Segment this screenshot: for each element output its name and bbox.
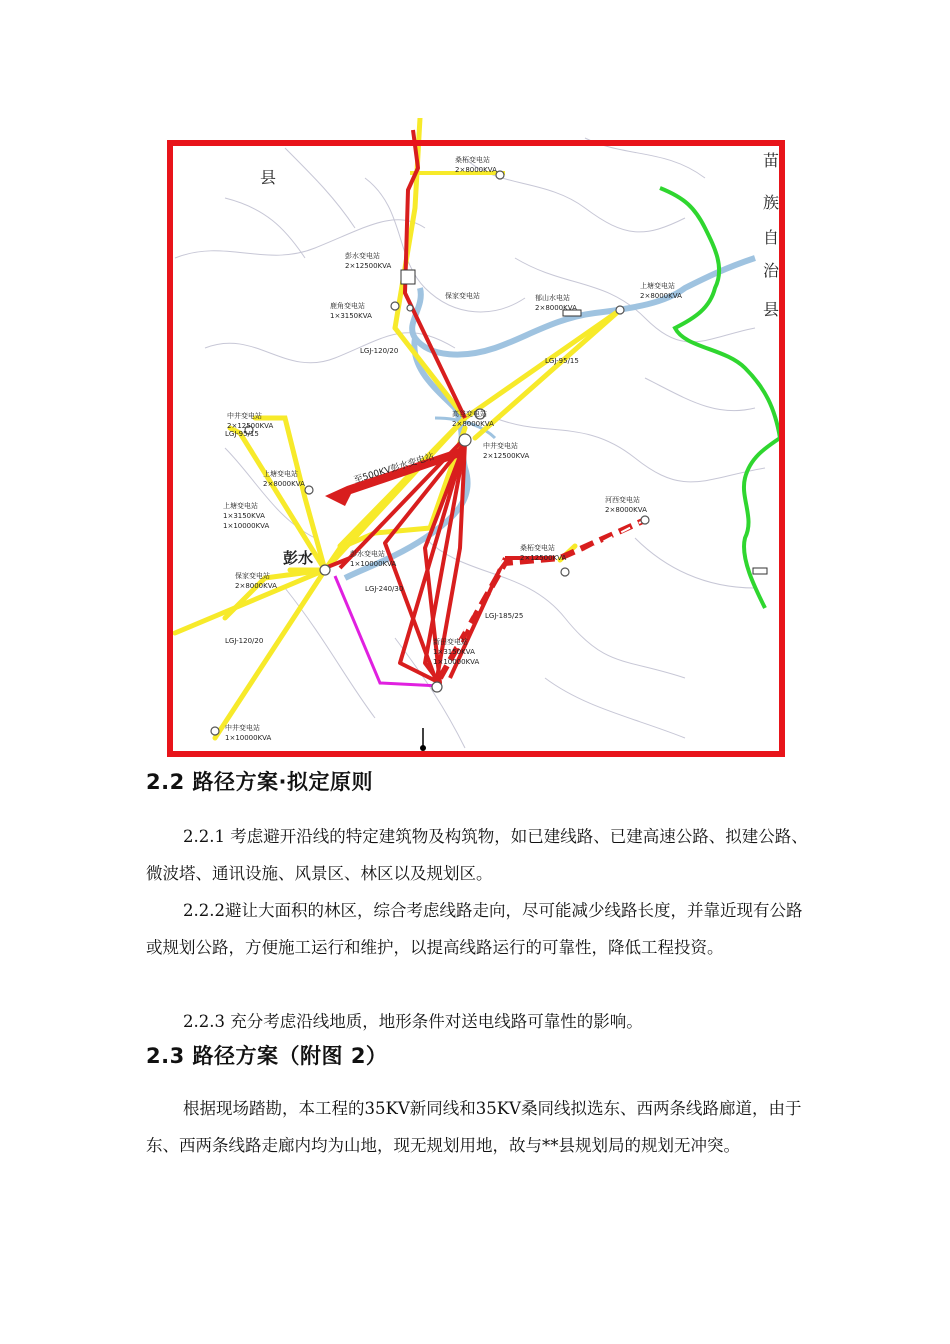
label-cap-b: 2×12500KVA xyxy=(345,262,392,270)
label-station-d: 鹿角变电站 xyxy=(330,302,365,310)
section-heading-2-3: 2.3 路径方案（附图 2） xyxy=(146,1044,388,1068)
paragraph-text: 根据现场踏勘，本工程的35KV新同线和35KV桑同线拟选东、西两条线路廊道，由于东、西两条线路走廊内均为山地，现无规划用地，故与**县规划局的规划无冲突。 xyxy=(146,1099,802,1155)
label-county-left: 县 xyxy=(260,168,277,187)
label-station-g: 高谷变电站 xyxy=(452,410,487,418)
north-arrow-icon xyxy=(420,728,426,751)
section-heading-2-2: 2.2 路径方案·拟定原则 xyxy=(146,770,373,794)
substation-block-3 xyxy=(753,568,767,574)
label-cap-i: 2×12500KVA xyxy=(227,422,274,430)
substation-block xyxy=(401,270,415,284)
label-station-f: 上塘变电站 xyxy=(640,282,675,290)
paragraph-text: 2.2.3 充分考虑沿线地质，地形条件对送电线路可靠性的影响。 xyxy=(183,1012,643,1031)
label-cap-p2: 1×10000KVA xyxy=(433,658,480,666)
label-cap-g: 2×8000KVA xyxy=(452,420,494,428)
label-side-top: 苗 xyxy=(763,151,780,170)
label-station-a: 桑柘变电站 xyxy=(455,156,490,164)
county-boundary xyxy=(660,188,780,608)
label-station-h: 中井变电站 xyxy=(483,442,518,450)
label-500kv: 至500KV彭水变电站 xyxy=(352,451,436,486)
label-station-b: 彭水变电站 xyxy=(345,252,380,260)
label-pengshui: 彭水 xyxy=(283,549,314,567)
label-cap-f: 2×8000KVA xyxy=(640,292,682,300)
route-map-svg xyxy=(165,118,785,760)
label-cap-k: 1×3150KVA xyxy=(223,512,265,520)
label-cap-q: 1×10000KVA xyxy=(225,734,272,742)
label-cap-k2: 1×10000KVA xyxy=(223,522,270,530)
label-side-2: 治 xyxy=(763,261,780,280)
label-side-mid: 族 xyxy=(763,193,780,212)
label-cap-a: 2×8000KVA xyxy=(455,166,497,174)
label-station-j: 上塘变电站 xyxy=(263,470,298,478)
paragraph-text: 2.2.2避让大面积的林区，综合考虑线路走向，尽可能减少线路长度，并靠近现有公路或规划公路，方便施工运行和维护，以提高线路运行的可靠性，降低工程投资。 xyxy=(146,901,803,957)
label-cap-n: 2×12500KVA xyxy=(520,554,567,562)
label-station-p: 新田变电站 xyxy=(433,638,468,646)
label-cap-d: 1×3150KVA xyxy=(330,312,372,320)
label-station-i: 中井变电站 xyxy=(227,412,262,420)
label-station-l: 彭水变电站 xyxy=(350,550,385,558)
route-map-figure xyxy=(165,118,785,760)
label-station-c: 保家变电站 xyxy=(445,292,480,300)
label-cap-p: 1×3150KVA xyxy=(433,648,475,656)
label-side-3: 县 xyxy=(763,300,780,319)
paragraph-2-2-3 xyxy=(146,1003,808,1040)
label-cap-e: 2×8000KVA xyxy=(535,304,577,312)
label-line-b: LGJ-95/15 xyxy=(545,357,579,365)
label-cap-o: 2×8000KVA xyxy=(605,506,647,514)
label-line-c: LGJ-95/15 xyxy=(225,430,259,438)
label-cap-l: 1×10000KVA xyxy=(350,560,397,568)
paragraph-2-2-1 xyxy=(146,818,808,892)
label-side-1: 自 xyxy=(763,228,780,247)
label-cap-j: 2×8000KVA xyxy=(263,480,305,488)
paragraph-2-2-2 xyxy=(146,892,808,966)
paragraph-2-3 xyxy=(146,1090,808,1164)
label-station-o: 河西变电站 xyxy=(605,496,640,504)
paragraph-text: 2.2.1 考虑避开沿线的特定建筑物及构筑物，如已建线路、已建高速公路、拟建公路、微波塔、通讯设施、风景区、林区以及规划区。 xyxy=(146,827,808,883)
label-cap-h: 2×12500KVA xyxy=(483,452,530,460)
new-35kv-lines xyxy=(325,130,555,683)
label-line-a: LGJ-120/20 xyxy=(360,347,399,355)
label-cap-m: 2×8000KVA xyxy=(235,582,277,590)
label-station-n: 桑柘变电站 xyxy=(520,544,555,552)
label-line-f: LGJ-120/20 xyxy=(225,637,264,645)
label-station-e: 郁山水电站 xyxy=(535,294,570,302)
label-line-e: LGJ-185/25 xyxy=(485,612,524,620)
label-station-m: 保家变电站 xyxy=(235,572,270,580)
label-station-q: 中井变电站 xyxy=(225,724,260,732)
label-station-k: 上塘变电站 xyxy=(223,502,258,510)
label-line-d: LGJ-240/30 xyxy=(365,585,404,593)
